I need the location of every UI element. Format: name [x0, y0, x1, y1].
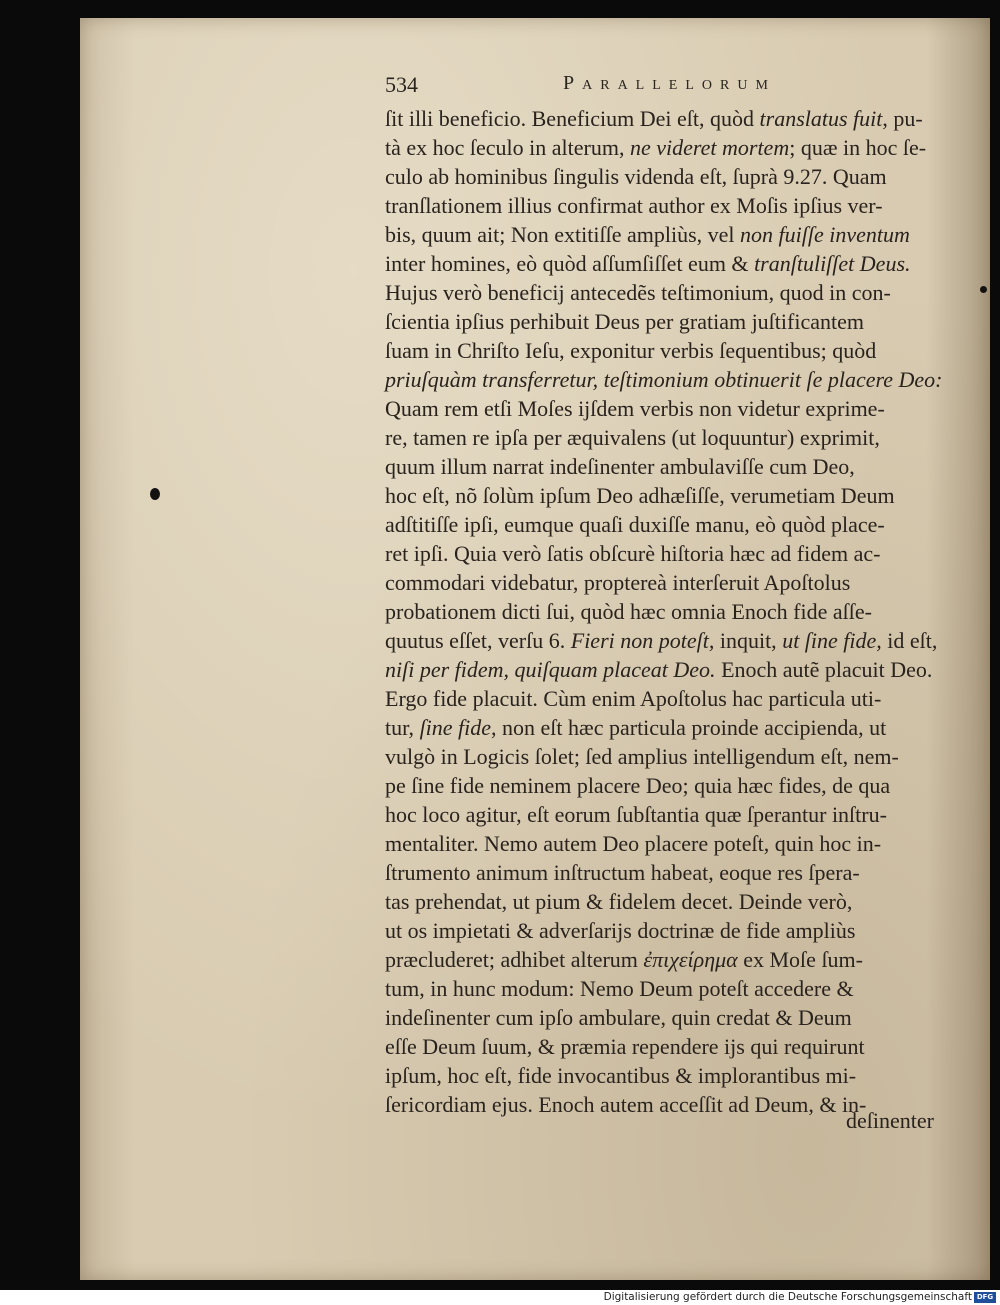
text-line	[385, 191, 985, 220]
text-segment: tum, in hunc modum: Nemo Deum poteſt accedere &	[385, 976, 854, 1001]
text-line	[385, 945, 985, 974]
text-segment: indeſinenter cum ipſo ambulare, quin credat & Deum	[385, 1005, 852, 1030]
text-segment: ipſum, hoc eſt, fide invocantibus & implorantibus mi-	[385, 1063, 857, 1088]
text-segment: tas prehendat, ut pium & fidelem decet. Deinde verò,	[385, 889, 853, 914]
text-line	[385, 510, 985, 539]
text-segment: tranſlationem illius confirmat author ex Moſis ipſius ver-	[385, 193, 883, 218]
text-line	[385, 423, 985, 452]
italic-text-segment: priuſquàm transferretur, teſtimonium obtinuerit ſe placere Deo:	[385, 367, 943, 392]
text-line	[385, 568, 985, 597]
footer-bar	[0, 1290, 1000, 1305]
italic-text-segment: niſi per fidem, quiſquam placeat Deo.	[385, 657, 716, 682]
text-line	[385, 626, 985, 655]
text-line	[385, 133, 985, 162]
text-segment: ; quæ in hoc ſe-	[789, 135, 927, 160]
text-segment: quutus eſſet, verſu 6.	[385, 628, 571, 653]
ink-spot	[150, 488, 160, 500]
text-line	[385, 597, 985, 626]
text-line	[385, 742, 985, 771]
text-segment: tà ex hoc ſeculo in alterum,	[385, 135, 630, 160]
text-segment: Hujus verò beneficij antecedẽs teſtimonium, quod in con-	[385, 280, 891, 305]
text-line	[385, 713, 985, 742]
text-segment: ex Moſe ſum-	[737, 947, 863, 972]
text-segment: , pu-	[882, 106, 923, 131]
catchword: deſinenter	[846, 1108, 934, 1133]
text-line	[385, 655, 985, 684]
text-segment: hoc eſt, nõ ſolùm ipſum Deo adhæſiſſe, verumetiam Deum	[385, 483, 895, 508]
text-segment: adſtitiſſe ipſi, eumque quaſi duxiſſe manu, eò quòd place-	[385, 512, 885, 537]
italic-text-segment: non fuiſſe inventum	[740, 222, 910, 247]
text-segment: inquit,	[714, 628, 783, 653]
text-segment: ſcientia ipſius perhibuit Deus per gratiam juſtificantem	[385, 309, 864, 334]
italic-text-segment: ἐπιχείρημα	[643, 947, 738, 972]
text-segment: ſericordiam ejus. Enoch autem acceſſit ad Deum, & in-	[385, 1092, 867, 1117]
text-segment: id eſt,	[881, 628, 938, 653]
page-header	[385, 66, 835, 102]
running-title: Parallelorum	[563, 72, 776, 94]
text-segment: , non eſt hæc particula proinde accipienda, ut	[491, 715, 887, 740]
text-segment: hoc loco agitur, eſt eorum ſubſtantia quæ ſperantur inſtru-	[385, 802, 887, 827]
text-line	[385, 887, 985, 916]
text-segment: ſuam in Chriſto Ieſu, exponitur verbis ſequentibus; quòd	[385, 338, 877, 363]
text-line	[385, 684, 985, 713]
text-line	[385, 336, 985, 365]
text-line	[385, 800, 985, 829]
italic-text-segment: ne videret mortem	[629, 135, 790, 160]
text-line	[385, 771, 985, 800]
text-line	[385, 394, 985, 423]
italic-text-segment: tranſtuliſſet Deus.	[754, 251, 911, 276]
text-segment: re, tamen re ipſa per æquivalens (ut loquuntur) exprimit,	[385, 425, 880, 450]
italic-text-segment: ut ſine fide,	[782, 628, 882, 653]
text-segment: inter homines, eò quòd aſſumſiſſet eum &	[385, 251, 755, 276]
text-line	[385, 858, 985, 887]
text-line	[385, 481, 985, 510]
text-segment: Ergo fide placuit. Cùm enim Apoſtolus hac particula uti-	[385, 686, 882, 711]
text-line	[385, 162, 985, 191]
text-line	[385, 974, 985, 1003]
text-line	[385, 104, 985, 133]
text-segment: pe ſine fide neminem placere Deo; quia hæc fides, de qua	[385, 773, 891, 798]
text-segment: mentaliter. Nemo autem Deo placere poteſt, quin hoc in-	[385, 831, 882, 856]
text-segment: ſtrumento animum inſtructum habeat, eoque res ſpera-	[385, 860, 860, 885]
text-line	[385, 1003, 985, 1032]
margin-ink-spot	[980, 286, 987, 293]
text-line	[385, 539, 985, 568]
text-segment: ut os impietati & adverſarijs doctrinæ de fide ampliùs	[385, 918, 856, 943]
text-segment: probationem dicti ſui, quòd hæc omnia Enoch fide aſſe-	[385, 599, 872, 624]
text-line	[385, 829, 985, 858]
text-line	[385, 1061, 985, 1090]
text-segment: eſſe Deum ſuum, & præmia rependere ijs qui requirunt	[385, 1034, 865, 1059]
text-line	[385, 249, 985, 278]
text-line	[385, 365, 985, 394]
footer-credit: Digitalisierung gefördert durch die Deutsche Forschungsgemeinschaft	[603, 1291, 972, 1303]
italic-text-segment: Fieri non poteſt,	[570, 628, 715, 653]
text-line	[385, 220, 985, 249]
text-line	[385, 452, 985, 481]
text-segment: Enoch autẽ placuit Deo.	[715, 657, 933, 682]
text-line	[385, 1032, 985, 1061]
text-segment: culo ab hominibus ſingulis videnda eſt, ſuprà 9.27. Quam	[385, 164, 887, 189]
text-line	[385, 278, 985, 307]
italic-text-segment: ſine fide	[419, 715, 492, 740]
text-line	[385, 916, 985, 945]
italic-text-segment: translatus fuit	[759, 106, 883, 131]
text-segment: bis, quum ait; Non extitiſſe ampliùs, vel	[385, 222, 741, 247]
page-number: 534	[385, 72, 418, 97]
text-segment: quum illum narrat indeſinenter ambulaviſſe cum Deo,	[385, 454, 855, 479]
text-segment: vulgò in Logicis ſolet; ſed amplius intelligendum eſt, nem-	[385, 744, 899, 769]
text-segment: præcluderet; adhibet alterum	[385, 947, 644, 972]
dfg-logo: DFG	[974, 1292, 996, 1303]
body-text	[385, 104, 985, 1119]
text-segment: Quam rem etſi Moſes ijſdem verbis non videtur exprime-	[385, 396, 885, 421]
text-line	[385, 307, 985, 336]
text-segment: ret ipſi. Quia verò ſatis obſcurè hiſtoria hæc ad fidem ac-	[385, 541, 881, 566]
text-segment: tur,	[385, 715, 420, 740]
text-segment: ſit illi beneficio. Beneficium Dei eſt, quòd	[385, 106, 760, 131]
text-segment: commodari videbatur, proptereà interſeruit Apoſtolus	[385, 570, 851, 595]
